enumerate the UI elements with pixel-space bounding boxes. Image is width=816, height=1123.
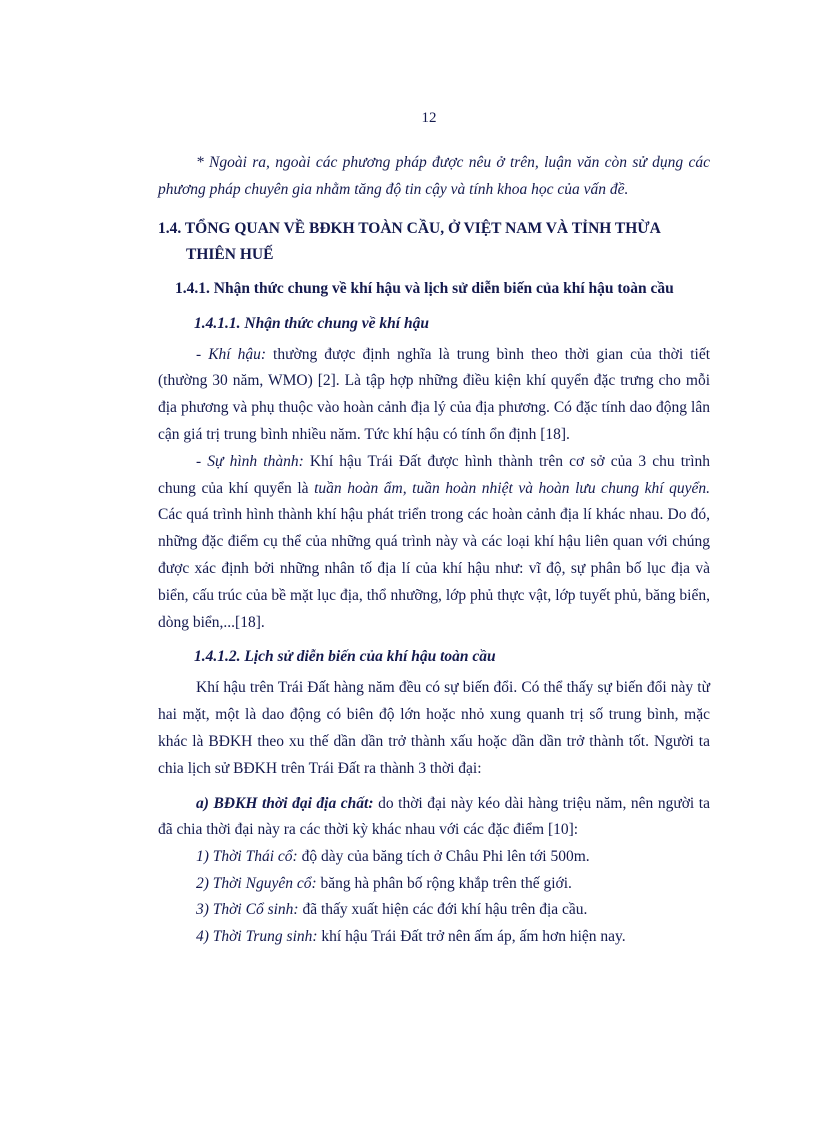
period-item	[158, 897, 710, 924]
period-desc: độ dày của băng tích ở Châu Phi lên tới 500m.	[297, 848, 590, 866]
climate-definition-paragraph	[158, 342, 710, 449]
period-desc: đã thấy xuất hiện các đới khí hậu trên địa cầu.	[298, 901, 588, 919]
page-number: 12	[421, 110, 437, 126]
period-name: 3) Thời Cổ sinh:	[196, 901, 299, 919]
paragraph-text: Các quá trình hình thành khí hậu phát triển trong các hoàn cảnh địa lí khác nhau. Do đó, những đặc điểm cụ thể của những quá trình này và các loại khí hậu liên quan với chúng được xác định bởi những nhân tố địa lí của khí hậu như: vĩ độ, sự phân bố lục địa và biển, cấu trúc của bề mặt lục địa, thổ nhưỡng, lớp phủ thực vật, lớp tuyết phủ, băng biển, dòng biển,...[18].	[158, 506, 710, 631]
paragraph-text: thường được định nghĩa là trung bình theo thời gian của thời tiết (thường 30 năm, WMO) [2]. Là tập hợp những điều kiện khí quyển đặc trưng cho mỗi địa phương và phụ thuộc vào hoàn cảnh địa lý của địa phương. Có đặc tính dao động lân cận giá trị trung bình nhiều năm. Tức khí hậu có tính ổn định [18].	[158, 345, 711, 443]
period-name: 2) Thời Nguyên cổ:	[196, 874, 317, 892]
note-paragraph: * Ngoài ra, ngoài các phương pháp được nêu ở trên, luận văn còn sử dụng các phương pháp chuyên gia nhằm tăng độ tin cậy và tính khoa học của vấn đề.	[158, 154, 710, 198]
section-heading: 1.4. TỔNG QUAN VỀ BĐKH TOÀN CẦU, Ở VIỆT NAM VÀ TỈNH THỪA THIÊN HUẾ	[158, 219, 660, 263]
climate-history-paragraph: Khí hậu trên Trái Đất hàng năm đều có sự biến đổi. Có thể thấy sự biến đổi này từ hai mặt, một là dao động có biên độ lớn hoặc nhỏ xung quanh trị số trung bình, mặc khác là BĐKH theo xu thế dần dần trở thành xấu hoặc dần dần trở thành tốt. Người ta chia lịch sử BĐKH trên Trái Đất ra thành 3 thời đại:	[158, 679, 710, 777]
italic-phrase: tuần hoàn ẩm, tuần hoàn nhiệt và hoàn lưu chung khí quyển.	[314, 479, 711, 497]
paragraph-text: do thời đại này kéo dài hàng triệu năm, nên người ta đã chia thời đại này ra các thời kỳ khác nhau với các đặc điểm [10]:	[158, 794, 710, 839]
period-name: 1) Thời Thái cổ:	[196, 848, 298, 866]
subsubsection-heading-2: 1.4.1.2. Lịch sử diễn biến của khí hậu toàn cầu	[194, 648, 496, 666]
period-desc: khí hậu Trái Đất trở nên ấm áp, ấm hơn hiện nay.	[317, 927, 626, 945]
climate-formation-paragraph	[158, 449, 710, 637]
period-name: 4) Thời Trung sinh:	[196, 927, 318, 945]
period-item	[158, 871, 710, 898]
page-content	[158, 150, 710, 950]
term-label: - Sự hình thành:	[196, 452, 304, 470]
term-label: - Khí hậu:	[196, 345, 267, 363]
era-label: a) BĐKH thời đại địa chất:	[196, 794, 374, 812]
paragraph-text: Khí hậu Trái Đất được hình thành trên cơ sở của 3 chu trình chung của khí quyển là	[158, 452, 710, 497]
period-item	[158, 924, 710, 951]
subsection-heading: 1.4.1. Nhận thức chung về khí hậu và lịch sử diễn biến của khí hậu toàn cầu	[175, 279, 674, 297]
geological-era-paragraph	[158, 791, 710, 845]
period-item	[158, 844, 710, 871]
subsubsection-heading-1: 1.4.1.1. Nhận thức chung về khí hậu	[194, 314, 429, 332]
period-desc: băng hà phân bố rộng khắp trên thế giới.	[316, 874, 572, 892]
